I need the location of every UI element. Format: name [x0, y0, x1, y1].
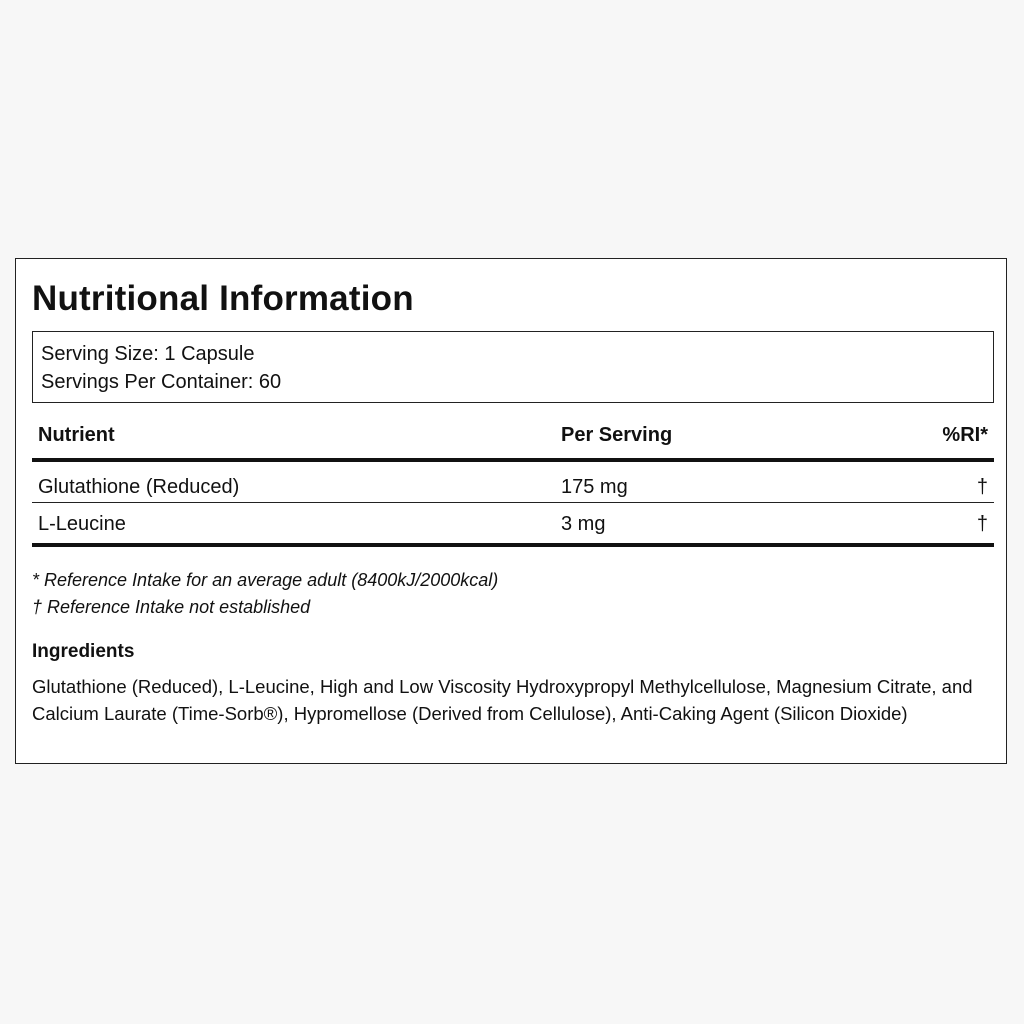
nutrient-amount: 175 mg — [561, 476, 628, 498]
serving-info-box — [32, 331, 994, 403]
ingredients-text: Glutathione (Reduced), L-Leucine, High and Low Viscosity Hydroxypropyl Methylcellulose, Magnesium Citrate, and Calcium Laurate (Time-Sorb®), Hypromellose (Derived from Cellulose), Anti-Caking Agent (Silicon Dioxide) — [32, 676, 973, 724]
nutrient-ri: † — [976, 476, 988, 498]
footnotes — [32, 567, 498, 621]
header-ri: %RI* — [942, 424, 988, 446]
table-header-row — [32, 422, 994, 462]
nutrient-ri: † — [976, 513, 988, 535]
ingredients-heading: Ingredients — [32, 641, 135, 662]
panel-title: Nutritional Information — [32, 279, 414, 318]
nutrient-name: Glutathione (Reduced) — [38, 476, 240, 498]
nutrient-name: L-Leucine — [38, 513, 126, 535]
serving-size: Serving Size: 1 Capsule — [41, 343, 255, 365]
table-row — [32, 503, 994, 547]
footnote-not-established: † Reference Intake not established — [32, 597, 311, 617]
nutrition-panel — [15, 258, 1007, 764]
table-row — [32, 462, 994, 503]
nutrient-table — [32, 422, 994, 547]
servings-per-container: Servings Per Container: 60 — [41, 371, 282, 393]
nutrient-amount: 3 mg — [561, 513, 606, 535]
header-per-serving: Per Serving — [561, 424, 673, 446]
footnote-reference-intake: * Reference Intake for an average adult (8400kJ/2000kcal) — [32, 570, 499, 590]
header-nutrient: Nutrient — [38, 424, 115, 446]
